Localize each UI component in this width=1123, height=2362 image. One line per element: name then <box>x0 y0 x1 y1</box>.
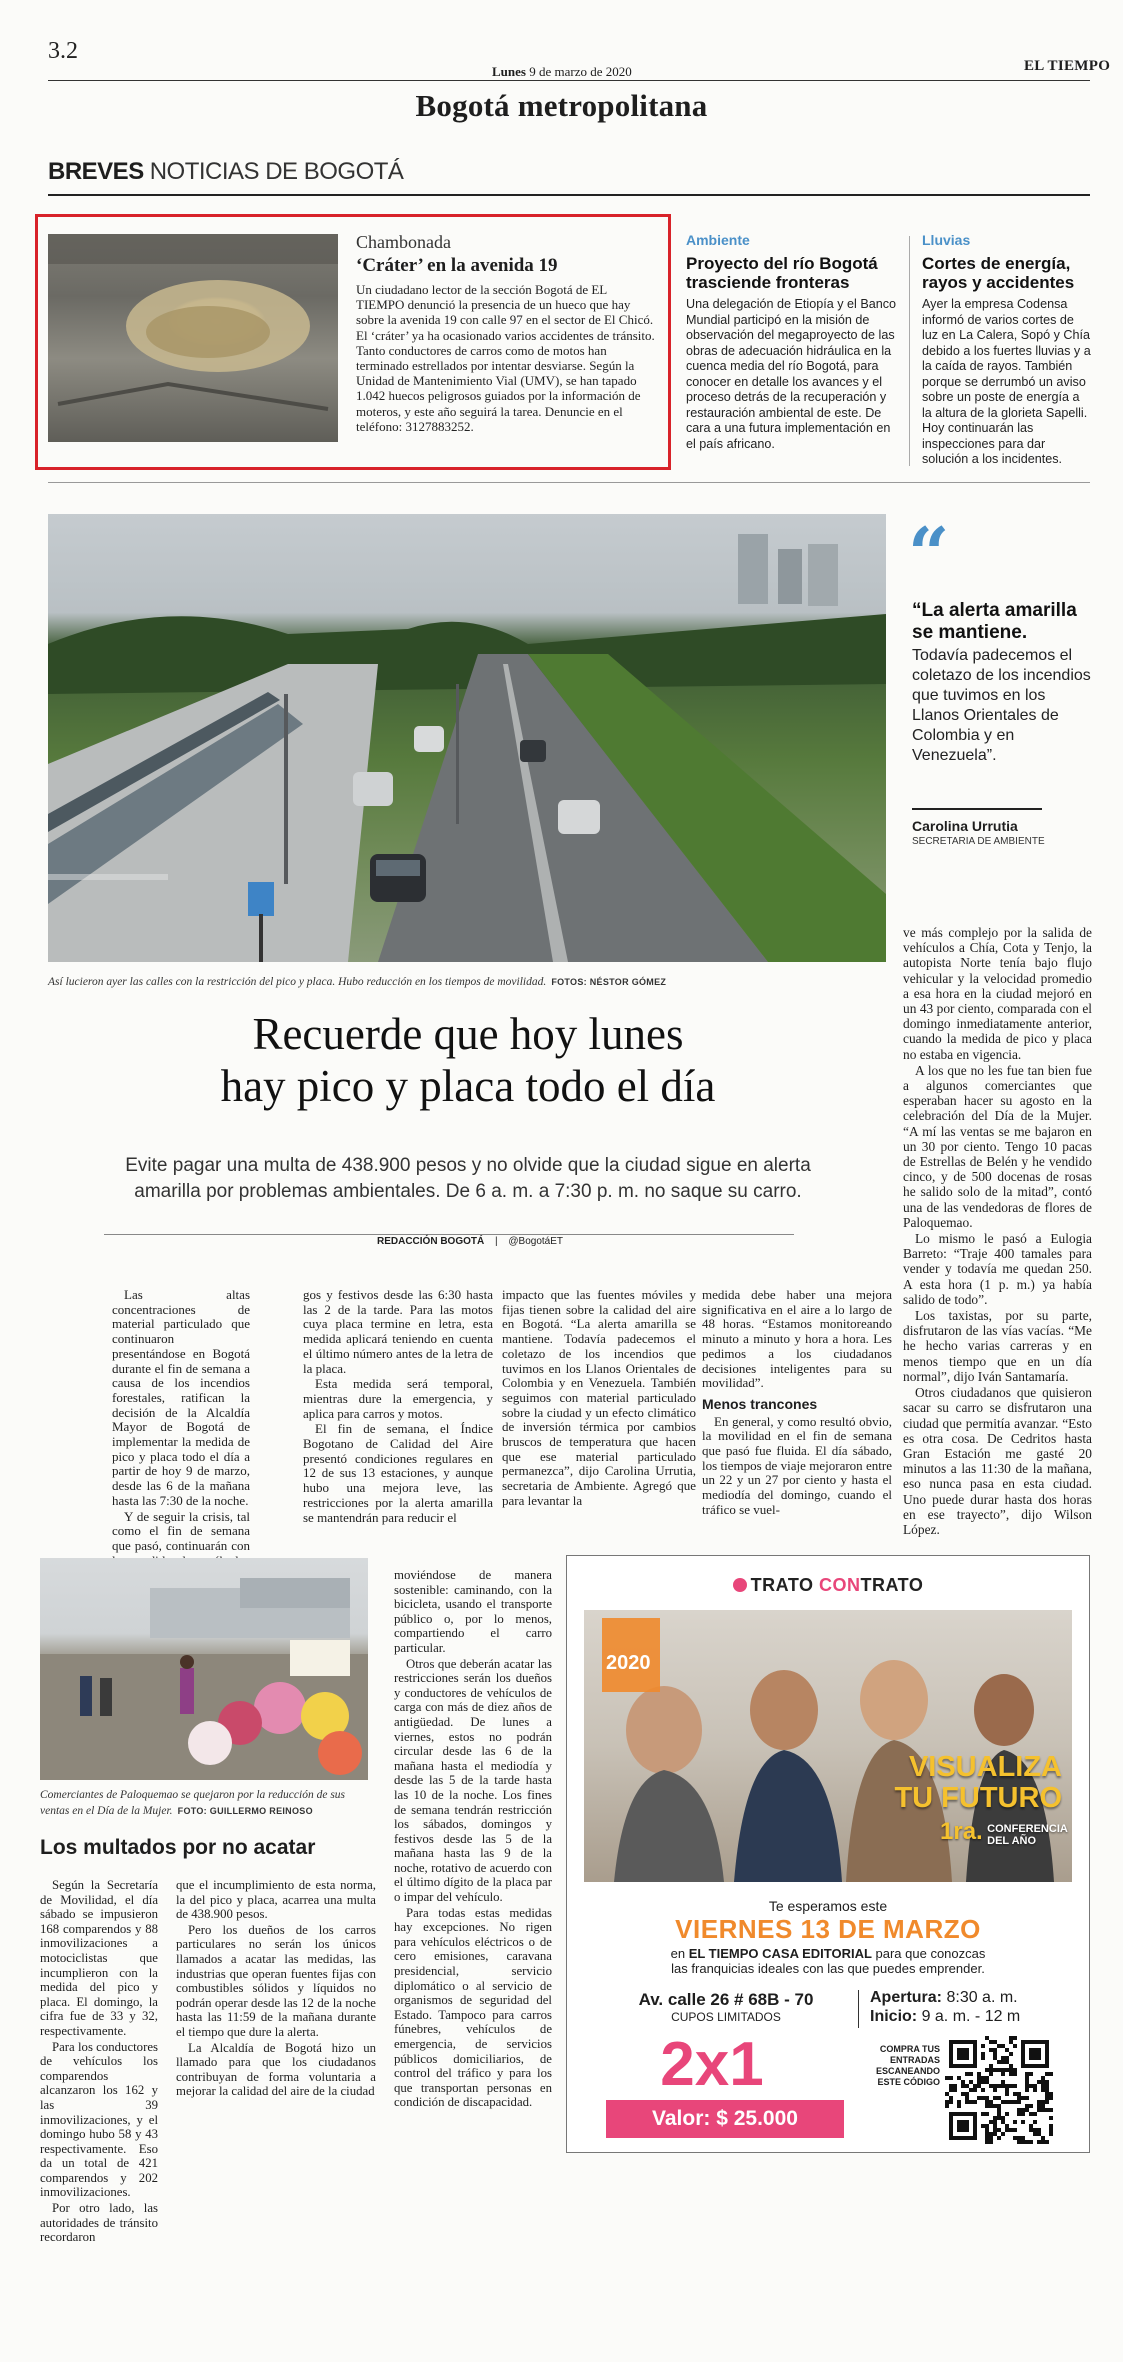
brief-title-ambiente: Proyecto del río Bogotá trasciende fronteras <box>686 254 878 292</box>
ad-conf-num: 1ra. <box>940 1818 983 1845</box>
headline-line-1: Recuerde que hoy lunes <box>252 1009 684 1059</box>
market-photo-credit: FOTO: GUILLERMO REINOSO <box>177 1806 313 1816</box>
section-title: Bogotá metropolitana <box>415 88 708 123</box>
ad-brand-part-1: TRATO <box>750 1575 819 1595</box>
article-paragraph: Esta medida será temporal, mientras dure la emergencia, y aplica para carros y motos. <box>303 1376 493 1421</box>
ad-qr-code[interactable] <box>945 2036 1053 2144</box>
pothole-photo <box>48 234 338 442</box>
quote-rule <box>912 808 1042 810</box>
byline-author: REDACCIÓN BOGOTÁ <box>376 1236 485 1247</box>
ad-venue-line <box>566 1946 1090 1976</box>
masthead: EL TIEMPO <box>1024 58 1111 74</box>
brief-title-lluvias: Cortes de energía, rayos y accidentes <box>922 254 1075 292</box>
ad-schedule <box>870 1988 1020 2026</box>
ad-brand-part-2: CON <box>819 1575 861 1595</box>
market-illustration <box>40 1558 368 1780</box>
brief-kicker-chambonada: Chambonada <box>356 232 451 252</box>
brief-body-lluvias: Ayer la empresa Codensa informó de varios cortes de luz en La Calera, Sopó y Chía debido a los fuertes lluvias y a la caída de rayos. También porque se derrumbó un aviso sobre un poste de energía a la altura de la glorieta Sapelli. Hoy continuarán las inspecciones para dar solución a los incidentes. <box>922 297 1091 466</box>
multados-paragraph: que el incumplimiento de esta norma, la del pico y placa, acarrea una multa de 438.900 pesos. <box>176 1878 376 1922</box>
article-paragraph: gos y festivos desde las 6:30 hasta las 2 de la tarde. Para las motos cuya placa termine en letra, esta medida aplicará teniendo en cuenta el último número antes de la letra de la placa. <box>303 1287 493 1376</box>
multados-paragraph: moviéndose de manera sostenible: caminando, con la bicicleta, usando el transporte público o, por lo menos, compartiendo el carro particular. <box>394 1568 552 1655</box>
ad-apertura-label: Apertura: <box>870 1989 943 2006</box>
brief-kicker-lluvias: Lluvias <box>922 232 971 248</box>
date-rest: 9 de marzo de 2020 <box>529 64 632 79</box>
main-photo-traffic <box>48 514 886 962</box>
multados-col-2 <box>176 1878 376 2158</box>
ad-visualiza-line-1: VISUALIZA <box>908 1751 1062 1783</box>
brief-title-chambonada: ‘Cráter’ en la avenida 19 <box>356 255 558 276</box>
multados-paragraph: Para todas estas medidas hay excepciones. No rigen para vehículos eléctricos o de cero emisiones, caravana presidencial, servicio diplomático o al servicio de organismos de seguridad del Estado. Tampoco para carros fúnebres, vehículos de emergencia, de servicios públicos domiciliarios, de control del tráfico y para los que transportan personas en condición de discapacidad. <box>394 1905 552 2110</box>
multados-paragraph: Según la Secretaría de Movilidad, el día sábado se impusieron 168 comparendos y 88 inmovilizaciones a motociclistas que incumplieron con la medida del pico y placa. El domingo, la cifra fue de 33 y 32, respectivamente. <box>40 1878 158 2038</box>
article-paragraph: Otros ciudadanos que quisieron sacar su carro se disfrutaron una ciudad que permitía avanzar. “Esto es otra cosa. De Cedritos hasta Gran Estación me gasté 20 minutos a las 11:30 de la mañana, eso nunca pasa en esta ciudad. Uno puede durar hasta dos horas en ese trayecto”, dijo Wilson López. <box>903 1385 1092 1537</box>
brief-item-lluvias[interactable] <box>922 232 1092 468</box>
article-paragraph: Las altas concentraciones de material particulado que continuaron presentándose en Bogotá durante el fin de semana a causa de los incendios forestales, ratifican la decisión de la Alcaldía Mayor de Bogotá de implementar la medida de pico y placa todo el día a partir de hoy 9 de marzo, desde las 6 de la mañana hasta las 7:30 de la noche. <box>112 1287 250 1508</box>
multados-col-3 <box>394 1568 552 2223</box>
article-paragraph: impacto que las fuentes móviles y fijas tienen sobre la calidad del aire en Bogotá. “La alerta amarilla se mantiene. Todavía padecemos el coletazo de los incendios que tuvimos en los Llanos Orientales de Colombia y en Venezuela. También seguimos con material particulado sobre la ciudad y un efecto climático de inversión térmica por cambios bruscos de temperatura que hacen que ese material particulado permanezca”, dijo Carolina Urrutia, secretaria de Ambiente. Agregó que para levantar la <box>502 1287 696 1508</box>
ad-visualiza <box>872 1752 1062 1814</box>
main-photo-credit: FOTOS: NÉSTOR GÓMEZ <box>551 977 667 987</box>
ad-franquicias: las franquicias ideales con las que puedes emprender. <box>671 1961 985 1976</box>
ad-valor-button[interactable]: Valor: $ 25.000 <box>606 2100 844 2138</box>
ad-promo: 2x1 <box>660 2030 764 2099</box>
ad-inicio-label: Inicio: <box>870 2008 918 2025</box>
ad-en-rest: para que conozcas <box>871 1946 986 1961</box>
article-paragraph: El fin de semana, el Índice Bogotano de Calidad del Aire presentó condiciones regulares en 12 de sus 13 estaciones, y aunque hubo una mejora leve, las restricciones por la alerta amarilla se mantendrán para reducir el <box>303 1421 493 1525</box>
ad-en: en <box>670 1946 689 1961</box>
twitter-handle[interactable]: @BogotáET <box>508 1236 564 1247</box>
ad-badge-year: 2020 <box>606 1652 651 1674</box>
article-headline <box>48 1008 888 1112</box>
main-photo-caption-text: Así lucieron ayer las calles con la restricción del pico y placa. Hubo reducción en los tiempos de movilidad. <box>48 976 547 988</box>
article-col-5 <box>903 925 1092 1537</box>
article-paragraph: Los taxistas, por su parte, disfrutaron de las vías vacías. “Me he hecho varias carreras y en menos tiempo que en un día normal”, dijo Iván Santamaría. <box>903 1308 1092 1384</box>
breves-label <box>48 158 403 186</box>
byline <box>0 1236 940 1247</box>
ad-brand <box>566 1575 1090 1596</box>
quote-author: Carolina Urrutia <box>912 818 1018 834</box>
breves-bottom-rule <box>48 482 1090 483</box>
ad-direccion: Av. calle 26 # 68B - 70 <box>638 1990 814 2009</box>
article-paragraph: A los que no les fue tan bien fue a algunos comerciantes que esperaban hacer su agosto en la celebración del Día de la Mujer. “A mí las ventas se me bajaron en un 30 por ciento. Tengo 10 pacas de Estrellas de Belén y he vendido cinco, y de 500 docenas de rosas he salido solo de la mitad”, contó una de las vendedoras de flores de Paloquemao. <box>903 1062 1092 1230</box>
ad-fecha: VIERNES 13 DE MARZO <box>675 1914 981 1944</box>
market-photo-caption <box>40 1786 370 1818</box>
brief-chambonada-text <box>356 232 656 434</box>
brief-item-ambiente[interactable] <box>686 232 898 452</box>
article-paragraph: En general, y como resultó obvio, la movilidad en el fin de semana que pasó fue fluida. El día sábado, los tiempos de viaje mejoraron entre un 22 y un 27 por ciento y hasta el mediodía del domingo, cuando el tráfico se vuel- <box>702 1413 892 1517</box>
ad-compra: COMPRA TUS ENTRADAS ESCANEANDO ESTE CÓDIGO <box>875 2044 940 2087</box>
article-col-2 <box>303 1287 493 1525</box>
page-number: 3.2 <box>48 38 78 64</box>
ad-brand-part-3: TRATO <box>860 1575 924 1595</box>
market-photo <box>40 1558 368 1780</box>
ad-brand-dot <box>733 1578 747 1592</box>
multados-paragraph: Pero los dueños de los carros particulares no serán los únicos llamados a acatar las medidas, las industrias que operan fuentes fijas con combustibles sólidos y líquidos no podrán operar desde las 12 de la noche hasta las 11:59 de la mañana durante el tiempo que dure la alerta. <box>176 1922 376 2039</box>
brief-kicker-ambiente: Ambiente <box>686 232 750 248</box>
ad-inicio-value: 9 a. m. - 12 m <box>921 2008 1021 2025</box>
breves-rule <box>48 194 1090 196</box>
ad-cupos: CUPOS LIMITADOS <box>671 2010 781 2024</box>
ad-divider <box>858 1990 859 2028</box>
multados-paragraph: Para los conductores de vehículos los comparendos alcanzaron los 162 y las 39 inmovilizaciones, y el domingo hubo 58 y 43 respectivamente. Eso da un total de 421 comparendos y 202 inmovilizaciones. <box>40 2039 158 2200</box>
article-col-4 <box>702 1287 892 1517</box>
date-day: Lunes <box>492 64 526 79</box>
pull-quote <box>912 600 1092 766</box>
ad-casa-editorial: EL TIEMPO CASA EDITORIAL <box>688 1946 872 1961</box>
main-photo-caption <box>48 970 886 989</box>
traffic-illustration <box>48 514 886 962</box>
byline-rule <box>104 1234 794 1235</box>
page-date <box>492 64 632 80</box>
multados-col-1 <box>40 1878 158 2245</box>
brief-divider <box>909 236 910 466</box>
article-subhead: Menos trancones <box>702 1395 818 1412</box>
breves-label-light: NOTICIAS DE BOGOTÁ <box>149 158 404 185</box>
article-paragraph: ve más complejo por la salida de vehículos a Chía, Cota y Tenjo, la autopista Norte tenía bajo flujo vehicular y la velocidad promedio a esa hora en la ciudad mejoró en un 43 por ciento, comparada con el domingo inmediatamente anterior, cuando la medida de pico y placa no estaba en vigencia. <box>903 925 1092 1062</box>
ad-apertura-value: 8:30 a. m. <box>946 1989 1018 2006</box>
ad-address <box>606 1990 846 2024</box>
quote-role: SECRETARIA DE AMBIENTE <box>912 836 1045 847</box>
qr-code-icon <box>945 2036 1053 2144</box>
pull-quote-lead: “La alerta amarilla se mantiene. <box>912 600 1077 643</box>
article-col-1 <box>112 1287 250 1553</box>
article-paragraph: medida debe haber una mejora significativa en el aire a lo largo de 48 horas. “Estamos monitoreando minuto a minuto y hora a hora. Les pedimos a los ciudadanos decisiones inteligentes para su movilidad”. <box>702 1287 892 1391</box>
multados-paragraph: Otros que deberán acatar las restricciones serán los dueños y conductores de vehículos de carga con más de diez años de antigüedad. De lunes a viernes, estos no podrán circular desde las 6 de la mañana hasta el mediodía y desde las 5 de la tarde hasta las 10 de la noche. Los fines de semana tendrán restricción los sábados, domingos y festivos desde las 5 de la mañana hasta las 9 de la noche, rotativo de acuerdo con el último dígito de la placa par o impar del vehículo. <box>394 1656 552 1905</box>
multados-paragraph: La Alcaldía de Bogotá hizo un llamado para que los ciudadanos contribuyan de forma voluntaria a mejorar la calidad del aire de la ciudad <box>176 2040 376 2099</box>
pothole-texture <box>48 234 338 442</box>
ad-te-esperamos: Te esperamos este <box>768 1898 888 1914</box>
article-paragraph: Lo mismo le pasó a Eulogia Barreto: “Traje 400 tamales para vender y todavía me quedan 250. A esta hora (1 p. m.) ya había salido de todo”. <box>903 1231 1092 1307</box>
headline-line-2: hay pico y placa todo el día <box>220 1061 716 1111</box>
ad-visualiza-line-2: TU FUTURO <box>894 1782 1062 1814</box>
ad-conference <box>940 1818 1070 1847</box>
brief-body-chambonada: Un ciudadano lector de la sección Bogotá de EL TIEMPO denunció la presencia de un hueco que hay sobre la avenida 19 con calle 97 en el sector de El Chicó. El ‘cráter’ ya ha ocasionado varios accidentes de tránsito. Tanto conductores de carros como de motos han terminado estrellados por intentar desviarse. Según la Unidad de Mantenimiento Vial (UMV), se han tapado 1.042 huecos peligrosos guiados por la información de moteros, y este año seguirá la tarea. Denuncie en el teléfono: 3127883252. <box>356 282 655 434</box>
byline-sep: | <box>495 1236 498 1247</box>
article-dek: Evite pagar una multa de 438.900 pesos y no olvide que la ciudad sigue en alerta amarilla por problemas ambientales. De 6 a. m. a 7:30 p. m. no saque su carro. <box>125 1155 811 1202</box>
market-caption-text: Comerciantes de Paloquemao se quejaron por la reducción de sus ventas en el Día de la Mujer. <box>40 1789 346 1817</box>
multados-paragraph: Por otro lado, las autoridades de tránsito recordaron <box>40 2201 158 2245</box>
multados-title: Los multados por no acatar <box>40 1836 316 1859</box>
ad-conf-text: CONFERENCIA DEL AÑO <box>987 1822 1068 1847</box>
brief-body-ambiente: Una delegación de Etiopía y el Banco Mundial participó en la misión de observación del megaproyecto de las obras de adecuación hidráulica en la cuenca media del río Bogotá, para conocer en detalle los avances y el proceso detrás de la recuperación y restauración ambiental de este. De cara a una futura implementación en el país africano. <box>686 297 897 451</box>
breves-label-bold: BREVES <box>48 158 144 185</box>
header-rule <box>48 80 1090 81</box>
article-paragraph: Y de seguir la crisis, tal como el fin de semana que pasó, continuarán con <box>112 1508 250 1553</box>
quote-mark: “ <box>908 511 950 596</box>
article-col-3 <box>502 1288 696 1514</box>
pull-quote-rest: Todavía padecemos el coletazo de los incendios que tuvimos en los Llanos Orientales de Colombia y en Venezuela”. <box>912 647 1091 764</box>
